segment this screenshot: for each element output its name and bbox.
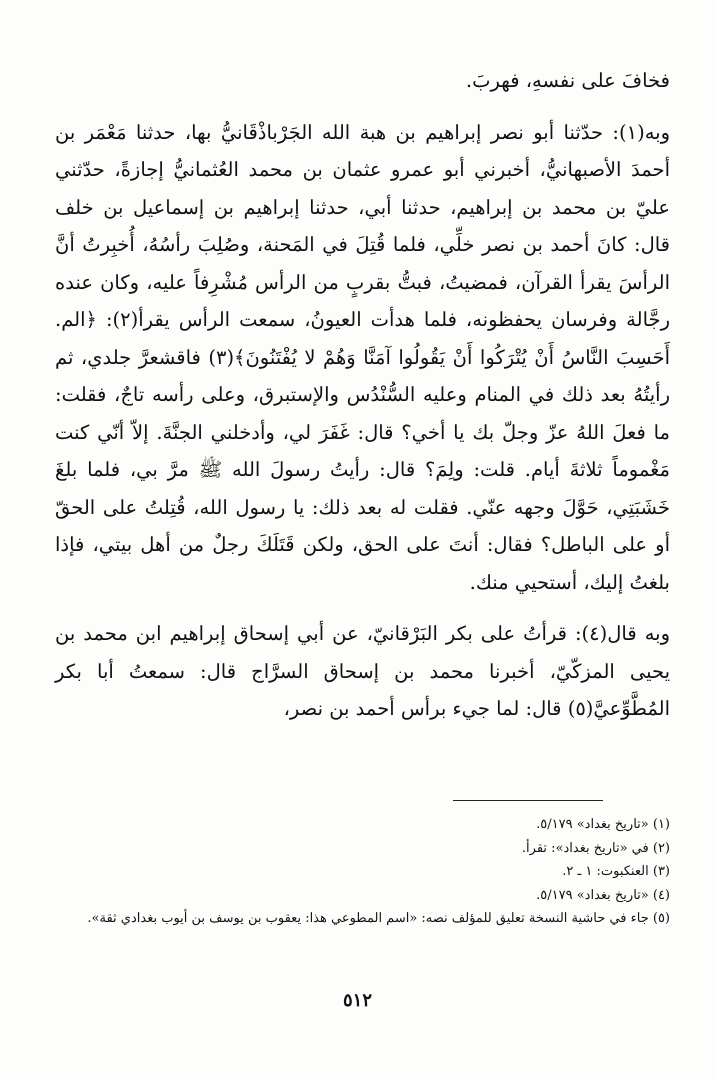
paragraph-1: فخافَ على نفسهِ، فهربَ. [465,69,670,92]
footnotes [55,813,670,931]
page-number: ٥١٢ [342,990,372,1011]
footnote-2: (٢) في «تاريخ بغداد»: تقرأ. [521,840,670,856]
main-text [55,62,670,728]
paragraph-2: وبه(١): حدّثنا أبو نصر إبراهيم بن هبة الله الجَرْباذْقَانيُّ بها، حدثنا مَعْمَر بن أحمدَ الأصبهانيُّ، أخبرني أبو عمرو عثمان بن محمد العُثمانيُّ إجازةً، حدّثني عليّ بن محمد بن إبراهيم، حدثنا أبي، حدثنا إبراهيم بن إسماعيل بن خلف قال: كانَ أحمد بن نصر خلِّي، فلما قُتِلَ في المَحنة، وصُلِبَ رأسُهُ، أُخبِرتُ أنَّ الرأسَ يقرأ القرآن، فمضيتُ، فبتُّ بقربٍ من الرأس مُشْرِفاً عليه، وكان عنده رجَّالة وفرسان يحفظونه، فلما هدأت العيونُ، سمعت الرأس يقرأ(٢): ﴿الم. أَحَسِبَ النَّاسُ أَنْ يُتْرَكُوا أَنْ يَقُولُوا آمَنَّا وَهُمْ لا يُفْتَنُونَ﴾(٣) فاقشعرَّ جلدي، ثم رأيتُهُ بعد ذلك في المنام وعليه السُّنْدُس والإستبرق، وعلى رأسه تاجٌ، فقلت: ما فعلَ اللهُ عزّ وجلّ بك يا أخي؟ قال: غَفَرَ لي، وأدخلني الجنَّةَ. إلاّ أنّي كنت مَغْموماً ثلاثةَ أيام. قلت: ولِمَ؟ قال: رأيتُ رسولَ الله ﷺ مرَّ بي، فلما بلغَ خَشَبَتِي، حَوَّلَ وجهه عنّي. فقلت له بعد ذلك: يا رسول الله، قُتِلتُ على الحقّ أو على الباطل؟ فقال: أنتَ على الحق، ولكن قَتَلَكَ رجلٌ من أهل بيتي، فإذا بلغتُ إليك، أستحيي منك. [55,120,670,594]
footnote-5: (٥) جاء في حاشية النسخة تعليق للمؤلف نصه: «اسم المطوعي هذا: يعقوب بن يوسف بن أيوب بغدادي ثقة». [87,911,670,926]
footnote-divider [453,800,603,801]
footnote-4: (٤) «تاريخ بغداد» ٥/١٧٩. [536,887,670,903]
paragraph-3: وبه قال(٤): قرأتُ على بكر البَرْقانيّ، عن أبي إسحاق إبراهيم ابن محمد بن يحيى المزكّيّ، أخبرنا محمد بن إسحاق السرَّاج قال: سمعتُ أبا بكر المُطَّوِّعيَّ(٥) قال: لما جيء برأس أحمد بن نصر، [55,622,670,720]
footnote-3: (٣) العنكبوت: ١ ـ ٢. [562,864,670,879]
footnote-1: (١) «تاريخ بغداد» ٥/١٧٩. [536,817,670,832]
